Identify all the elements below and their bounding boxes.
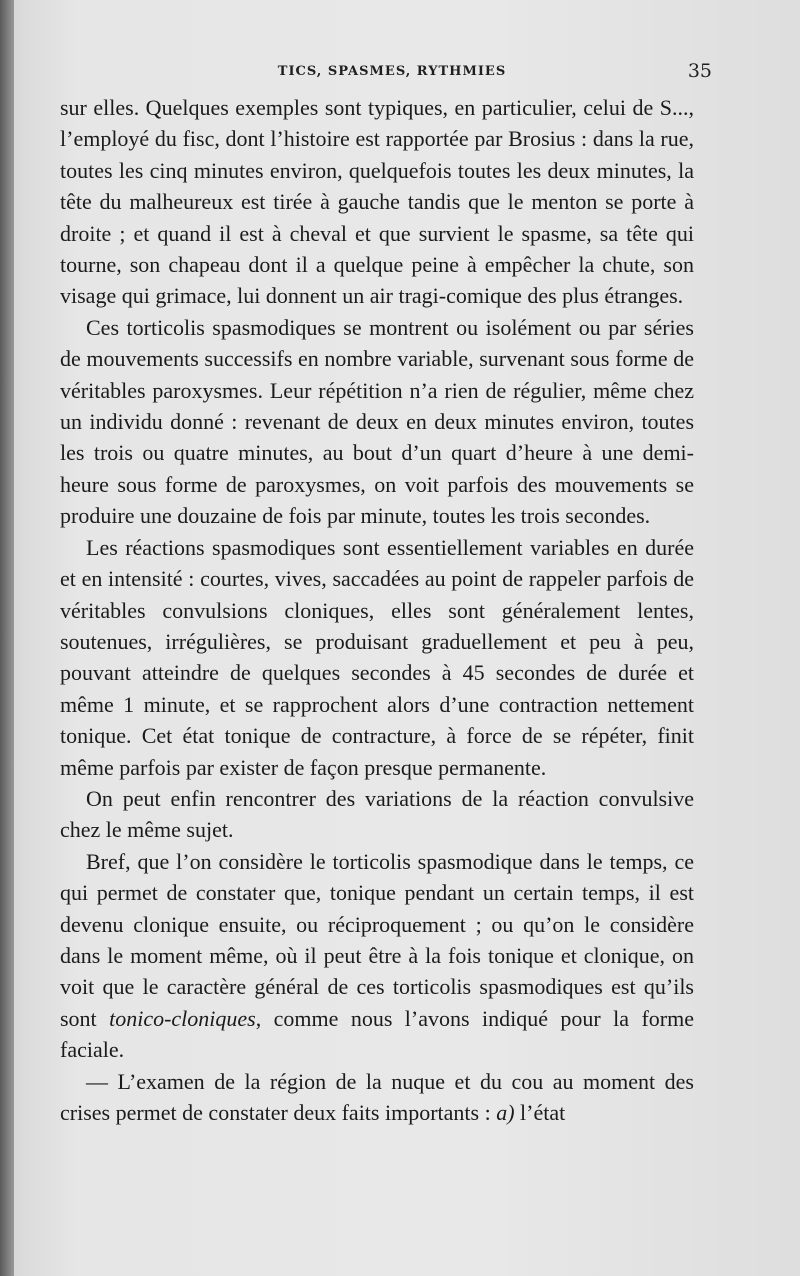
paragraph-5	[60, 846, 694, 1066]
page-number: 35	[687, 60, 712, 82]
paragraph-6-emphasis: a)	[496, 1100, 515, 1125]
page-header	[72, 60, 712, 86]
book-spine-shadow	[0, 0, 14, 1276]
paragraph-5-emphasis: tonico-cloniques	[109, 1005, 256, 1031]
paragraph-6	[60, 1066, 694, 1129]
paragraph-4: On peut enfin rencontrer des variations de la réaction convulsive chez le même sujet.	[60, 785, 694, 843]
paragraph-3: Les réactions spasmodiques sont essentiellement variables en durée et en intensité : courtes, vives, saccadées au point de rappeler parfois de véritables convulsions cloniques, elles sont généralement lentes, soutenues, irrégulières, se produisant graduellement et peu à peu, pouvant atteindre de quelques secondes à 45 secondes de durée et même 1 minute, et se rapprochent alors d’une contraction nettement tonique. Cet état tonique de contracture, à force de se répéter, finit même parfois par exister de façon presque permanente.	[60, 534, 694, 780]
running-title: TICS, SPASMES, RYTHMIES	[277, 64, 507, 79]
page-body	[60, 92, 694, 1128]
paragraph-2: Ces torticolis spasmodiques se montrent ou isolément ou par séries de mouvements successifs en nombre variable, survenant sous forme de véritables paroxysmes. Leur répétition n’a rien de régulier, même chez un individu donné : revenant de deux en deux minutes environ, toutes les trois ou quatre minutes, au bout d’un quart d’heure à une demi-heure sous forme de paroxysmes, on voit parfois des mouvements se produire une douzaine de fois par minute, toutes les trois secondes.	[60, 314, 694, 529]
paragraph-1: sur elles. Quelques exemples sont typiques, en particulier, celui de S..., l’employé du fisc, dont l’histoire est rapportée par Brosius : dans la rue, toutes les cinq minutes environ, quelquefois toutes les deux minutes, la tête du malheureux est tirée à gauche tandis que le menton se porte à droite ; et quand il est à cheval et que survient le spasme, sa tête qui tourne, son chapeau dont il a quelque peine à empêcher la chute, son visage qui grimace, lui donnent un air tragi-comique des plus étranges.	[60, 95, 694, 309]
paragraph-5-text-before: Bref, que l’on considère le torticolis spasmodique dans le temps, ce qui permet de constater que, tonique pendant un certain temps, il est devenu clonique ensuite, ou réciproquement ; ou qu’on le considère dans le moment même, où il peut être à la fois tonique et clonique, on voit que le caractère général de ces torticolis spasmodiques est qu’ils sont	[60, 848, 694, 1031]
paragraph-6-text-after: l’état	[514, 1100, 566, 1125]
paragraph-6-text-before: — L’examen de la région de la nuque et du cou au moment des crises permet de constater deux faits importants :	[60, 1068, 694, 1125]
paragraph-5-text-after: , comme nous l’avons indiqué pour la forme faciale.	[60, 1005, 694, 1063]
